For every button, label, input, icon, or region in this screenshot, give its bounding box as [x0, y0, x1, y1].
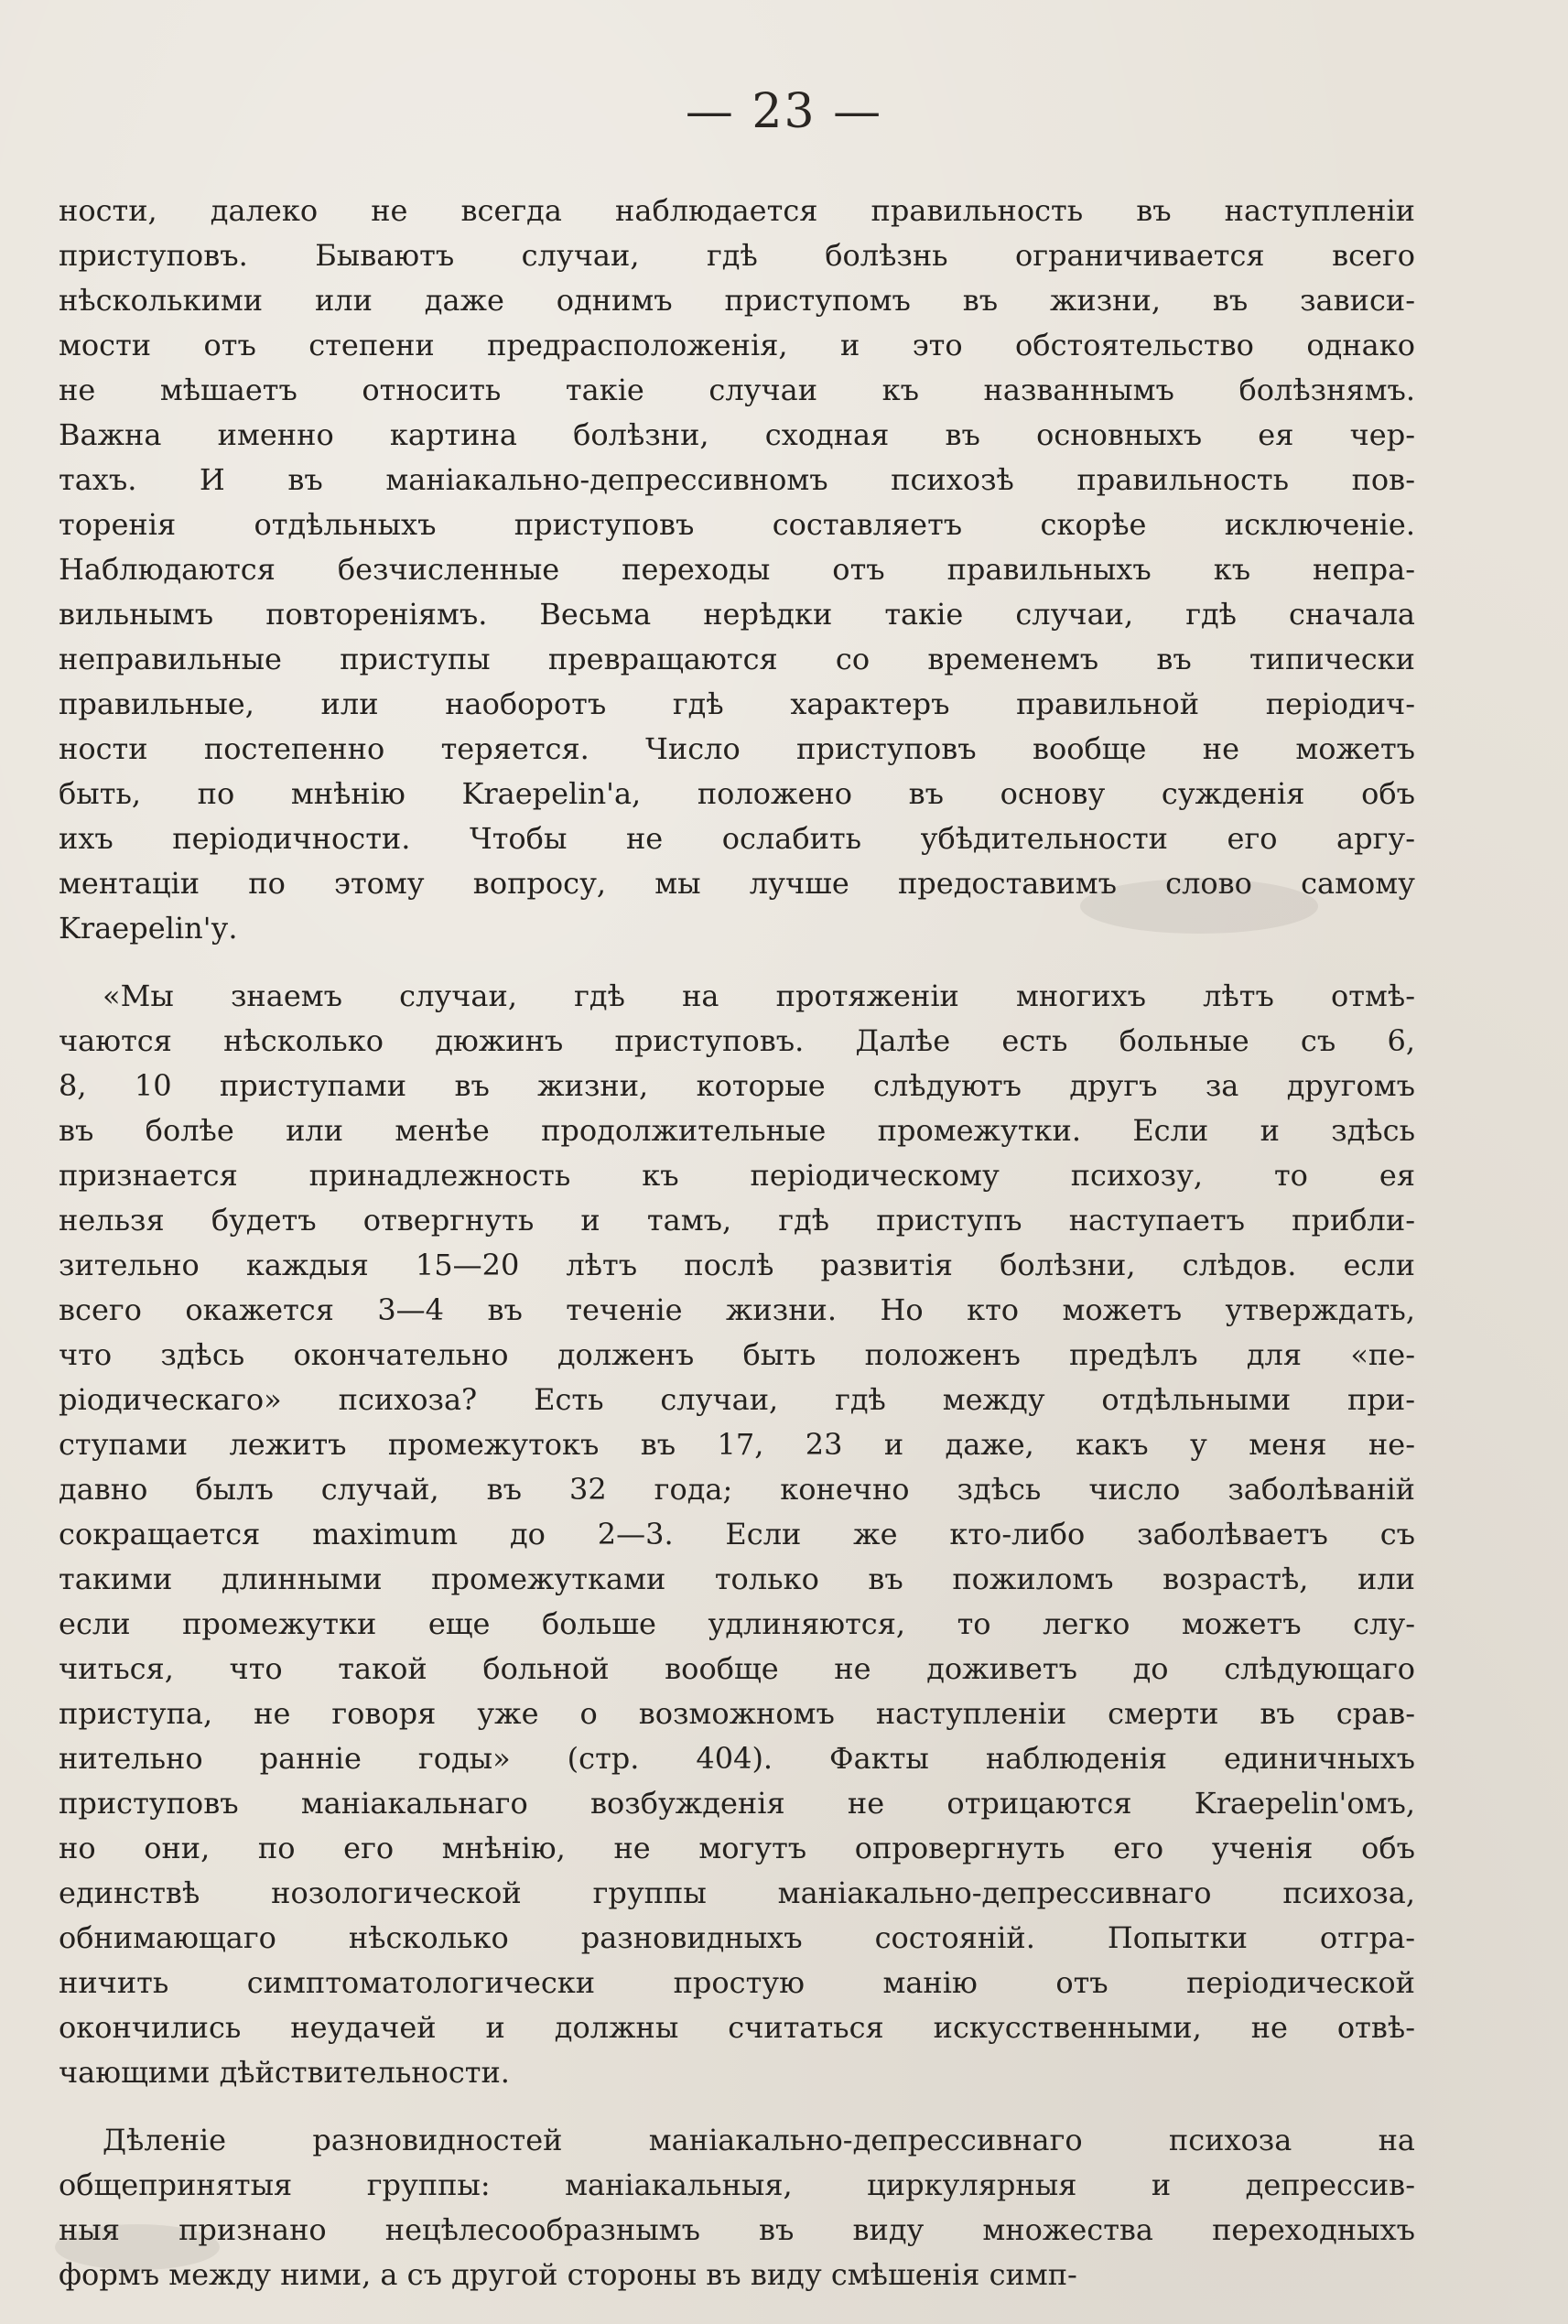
text-line: окончились неудачей и должны считаться искусственными, не отвѣ-: [59, 2010, 1415, 2045]
text-line: такими длинными промежутками только въ пожиломъ возрастѣ, или: [59, 1562, 1415, 1596]
text-line: чающими дѣйствительности.: [59, 2055, 510, 2090]
text-line: ріодическаго» психоза? Есть случаи, гдѣ между отдѣльными при-: [59, 1382, 1415, 1417]
text-line: приступовъ. Бываютъ случаи, гдѣ болѣзнь ограничивается всего: [59, 238, 1415, 273]
text-line: приступовъ маніакальнаго возбужденія не отрицаются Kraepelin'омъ,: [59, 1786, 1415, 1821]
paragraph: [59, 2118, 1415, 2297]
paragraph: [59, 974, 1415, 2095]
text-line: Дѣленіе разновидностей маніакально-депрессивнаго психоза на: [103, 2123, 1415, 2157]
text-line: нельзя будетъ отвергнуть и тамъ, гдѣ приступъ наступаетъ прибли-: [59, 1203, 1415, 1238]
text-line: ступами лежитъ промежутокъ въ 17, 23 и даже, какъ у меня не-: [59, 1427, 1415, 1462]
text-line: читься, что такой больной вообще не доживетъ до слѣдующаго: [59, 1651, 1415, 1686]
paragraph: [59, 189, 1415, 951]
text-line: сокращается maximum до 2—3. Если же кто-либо заболѣваетъ съ: [59, 1517, 1415, 1551]
text-line: Kraepelin'у.: [59, 911, 238, 946]
paragraph-gap: [59, 2095, 1415, 2118]
text-line: тахъ. И въ маніакально-депрессивномъ психозѣ правильность пов-: [59, 462, 1415, 497]
text-line: ности постепенно теряется. Число приступовъ вообще не можетъ: [59, 731, 1415, 766]
text-line: въ болѣе или менѣе продолжительные промежутки. Если и здѣсь: [59, 1113, 1415, 1148]
text-line: формъ между ними, а съ другой стороны въ виду смѣшенія симп-: [59, 2257, 1077, 2292]
text-line: ихъ періодичности. Чтобы не ослабить убѣдительности его аргу-: [59, 821, 1415, 856]
text-line: чаются нѣсколько дюжинъ приступовъ. Далѣе есть больные съ 6,: [59, 1023, 1415, 1058]
text-line: мости отъ степени предрасположенія, и это обстоятельство однако: [59, 328, 1415, 362]
text-line: общепринятыя группы: маніакальныя, циркулярныя и депрессив-: [59, 2167, 1415, 2202]
text-line: 8, 10 приступами въ жизни, которые слѣдуютъ другъ за другомъ: [59, 1068, 1415, 1103]
text-line: торенія отдѣльныхъ приступовъ составляетъ скорѣе исключеніе.: [59, 507, 1415, 542]
text-line: ныя признано нецѣлесообразнымъ въ виду множества переходныхъ: [59, 2212, 1415, 2247]
text-line: Наблюдаются безчисленные переходы отъ правильныхъ къ непра-: [59, 552, 1415, 587]
text-line: всего окажется 3—4 въ теченіе жизни. Но кто можетъ утверждать,: [59, 1292, 1415, 1327]
text-line: но они, по его мнѣнію, не могутъ опровергнуть его ученія объ: [59, 1831, 1415, 1865]
text-line: правильные, или наоборотъ гдѣ характеръ правильной періодич-: [59, 686, 1415, 721]
text-line: признается принадлежность къ періодическому психозу, то ея: [59, 1158, 1415, 1193]
paragraph-gap: [59, 951, 1415, 974]
body-text: [59, 189, 1415, 2297]
text-line: Важна именно картина болѣзни, сходная въ основныхъ ея чер-: [59, 417, 1415, 452]
text-line: ментаціи по этому вопросу, мы лучше предоставимъ слово самому: [59, 866, 1415, 901]
text-line: давно былъ случай, въ 32 года; конечно здѣсь число заболѣваній: [59, 1472, 1415, 1507]
text-line: приступа, не говоря уже о возможномъ наступленіи смерти въ срав-: [59, 1696, 1415, 1731]
text-line: ничить симптоматологически простую манію отъ періодической: [59, 1965, 1415, 2000]
text-line: «Мы знаемъ случаи, гдѣ на протяженіи многихъ лѣтъ отмѣ-: [103, 978, 1415, 1013]
text-line: если промежутки еще больше удлиняются, то легко можетъ слу-: [59, 1606, 1415, 1641]
text-line: зительно каждыя 15—20 лѣтъ послѣ развитія болѣзни, слѣдов. если: [59, 1248, 1415, 1282]
text-line: быть, по мнѣнію Kraepelin'а, положено въ основу сужденія объ: [59, 776, 1415, 811]
page-number: — 23 —: [685, 84, 883, 139]
text-line: ности, далеко не всегда наблюдается правильность въ наступленіи: [59, 193, 1415, 228]
text-line: что здѣсь окончательно долженъ быть положенъ предѣлъ для «пе-: [59, 1337, 1415, 1372]
text-line: обнимающаго нѣсколько разновидныхъ состояній. Попытки отгра-: [59, 1920, 1415, 1955]
text-line: единствѣ нозологической группы маніакально-депрессивнаго психоза,: [59, 1875, 1415, 1910]
text-line: вильнымъ повтореніямъ. Весьма нерѣдки такіе случаи, гдѣ сначала: [59, 597, 1415, 632]
text-line: неправильные приступы превращаются со временемъ въ типически: [59, 642, 1415, 676]
text-line: нѣсколькими или даже однимъ приступомъ въ жизни, въ зависи-: [59, 283, 1415, 318]
text-line: не мѣшаетъ относить такіе случаи къ названнымъ болѣзнямъ.: [59, 373, 1415, 407]
text-line: нительно ранніе годы» (стр. 404). Факты наблюденія единичныхъ: [59, 1741, 1415, 1776]
